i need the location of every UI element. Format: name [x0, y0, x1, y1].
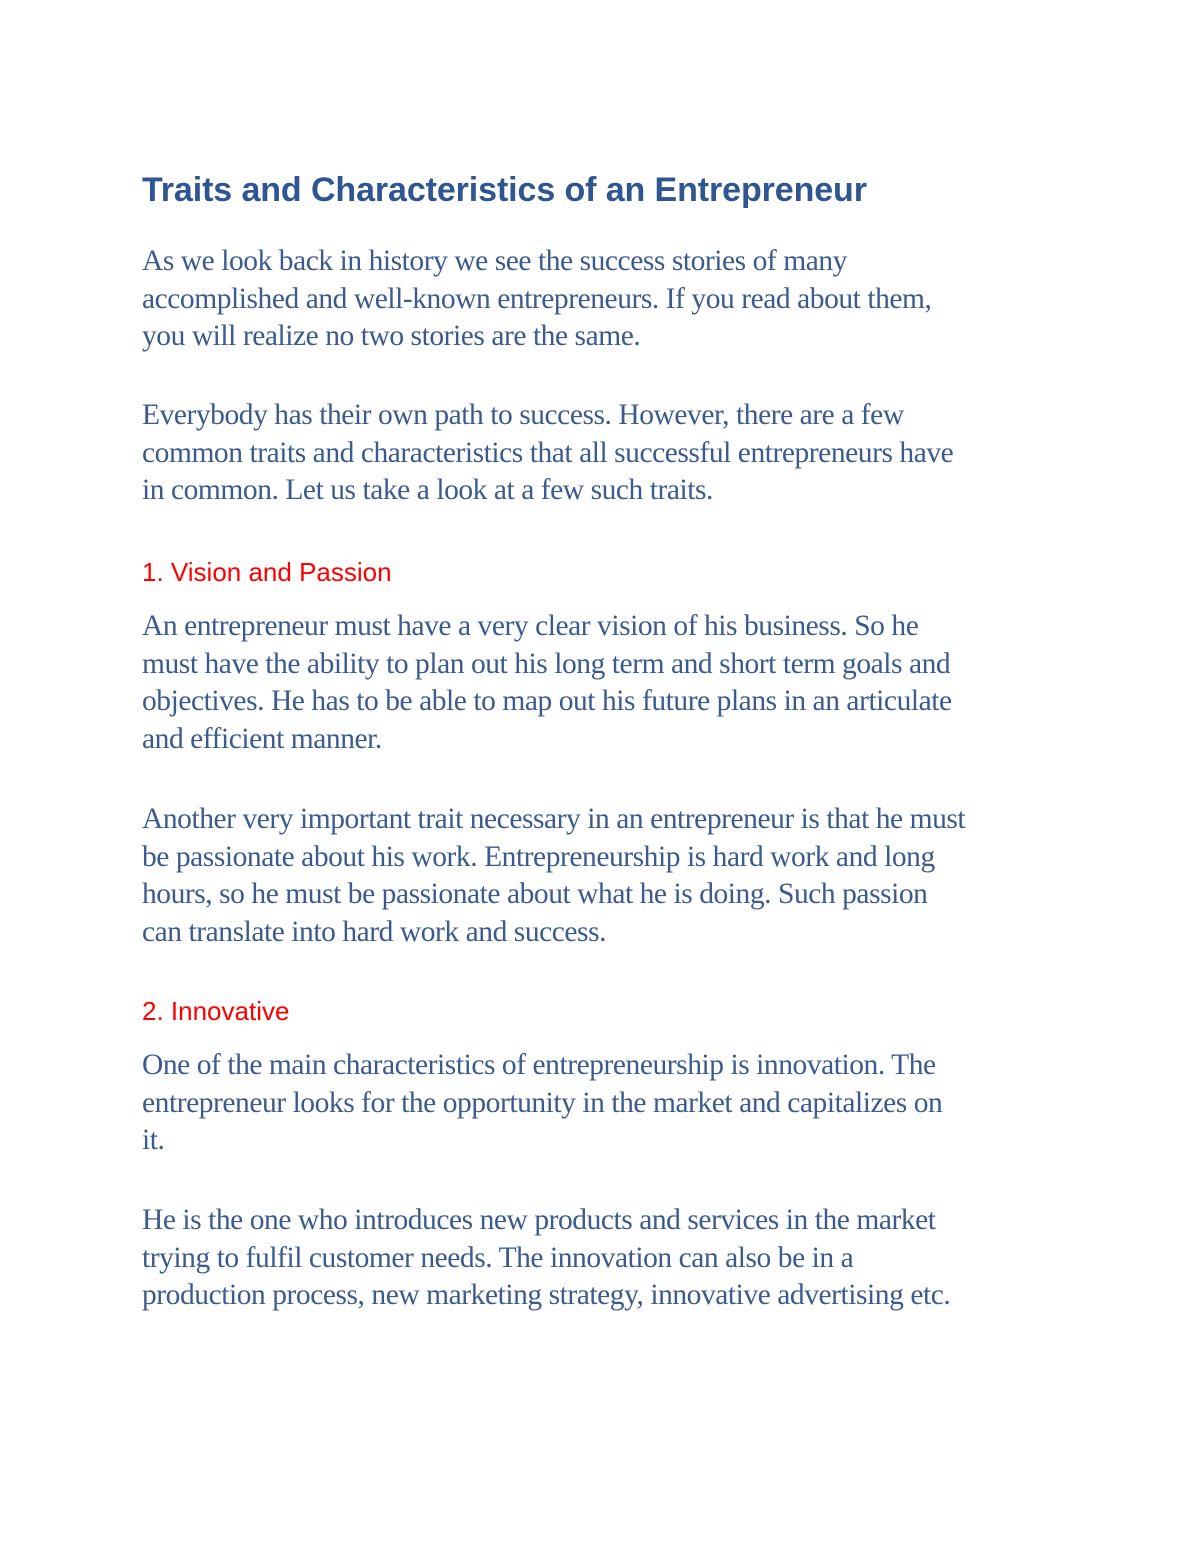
text-line: it.: [142, 1124, 165, 1157]
intro-paragraph-1: [142, 243, 931, 356]
text-line: common traits and characteristics that all successful entrepreneurs have: [142, 436, 954, 469]
text-line: As we look back in history we see the success stories of many: [142, 245, 847, 277]
text-line: An entrepreneur must have a very clear vision of his business. So he: [142, 610, 919, 642]
text-line: be passionate about his work. Entrepreneurship is hard work and long: [142, 840, 935, 873]
text-line: objectives. He has to be able to map out his future plans in an articulate: [142, 685, 952, 718]
innovative-paragraph-1: [142, 1047, 942, 1160]
innovative-paragraph-2: [142, 1202, 950, 1315]
text-line: production process, new marketing strategy, innovative advertising etc.: [142, 1279, 951, 1312]
intro-paragraph-2: [142, 397, 953, 510]
text-line: and efficient manner.: [142, 723, 382, 756]
section-heading-vision-and-passion: 1. Vision and Passion: [142, 557, 392, 587]
text-line: hours, so he must be passionate about what he is doing. Such passion: [142, 878, 928, 911]
text-line: One of the main characteristics of entrepreneurship is innovation. The: [142, 1049, 936, 1081]
section-heading-innovative: 2. Innovative: [142, 996, 290, 1026]
text-line: you will realize no two stories are the same.: [142, 320, 641, 353]
text-line: trying to fulfil customer needs. The innovation can also be in a: [142, 1241, 854, 1274]
text-line: accomplished and well-known entrepreneurs. If you read about them,: [142, 282, 932, 315]
text-line: can translate into hard work and success.: [142, 916, 607, 949]
text-line: must have the ability to plan out his long term and short term goals and: [142, 647, 951, 680]
vision-paragraph-2: [142, 801, 965, 952]
text-line: Another very important trait necessary in an entrepreneur is that he must: [142, 803, 966, 835]
vision-paragraph-1: [142, 608, 952, 759]
document-title: Traits and Characteristics of an Entrepreneur: [142, 171, 867, 209]
text-line: entrepreneur looks for the opportunity in the market and capitalizes on: [142, 1086, 943, 1119]
text-line: He is the one who introduces new products and services in the market: [142, 1204, 936, 1236]
text-line: Everybody has their own path to success. However, there are a few: [142, 399, 904, 431]
text-line: in common. Let us take a look at a few such traits.: [142, 474, 713, 507]
